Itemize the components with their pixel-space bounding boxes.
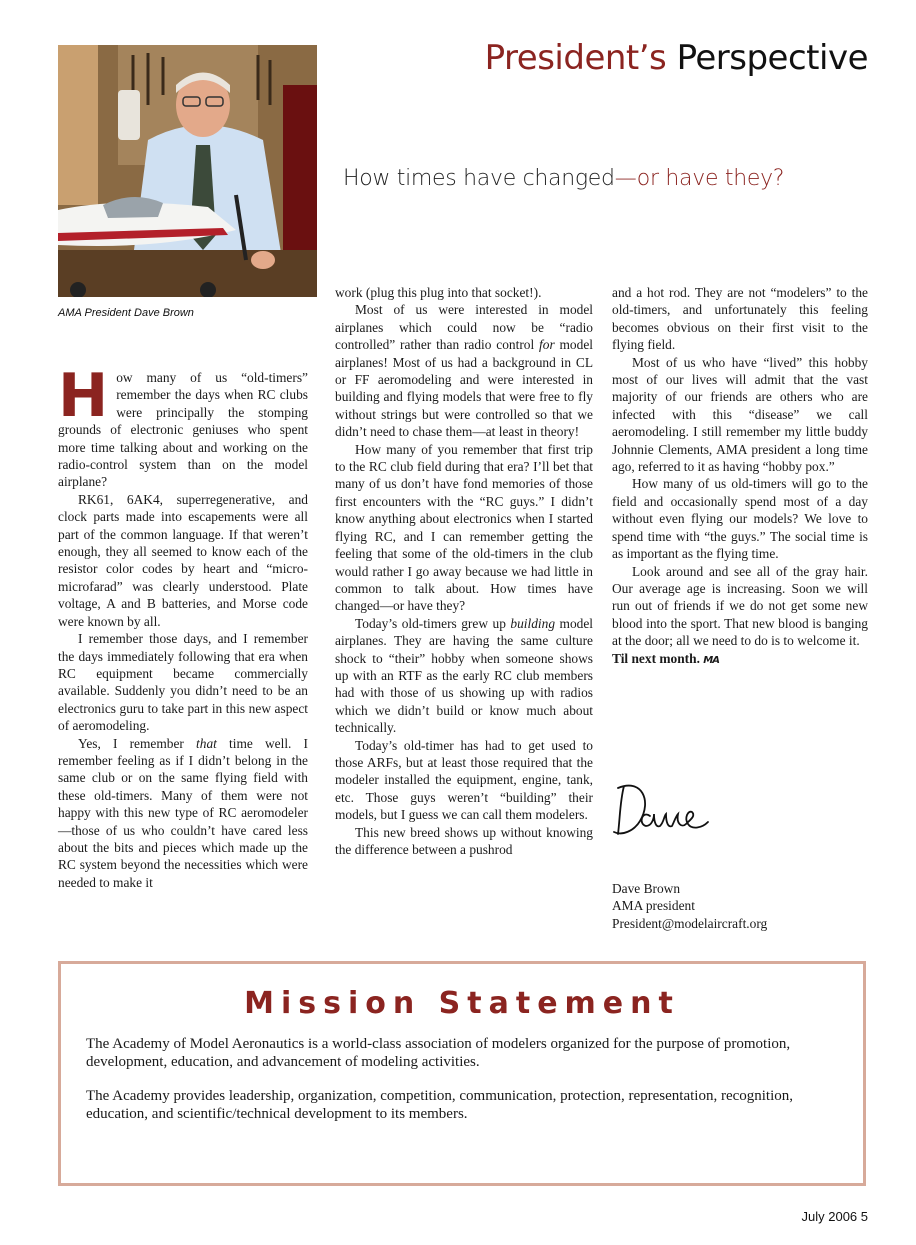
closing-text: Til next month. (612, 650, 700, 666)
signature-block (612, 880, 767, 932)
paragraph-text: Most of us were interested in model airplanes which could now be “radio controlled” rather than radio control (335, 302, 593, 353)
mission-paragraph: The Academy of Model Aeronautics is a world-class association of modelers organized for the purpose of promotion, development, education, and advancement of modeling activities. (86, 1036, 791, 1070)
article-paragraph: and a hot rod. They are not “modelers” to the old-timers, and unfortunately this feeling becomes obvious on their first visit to the flying field. (612, 285, 868, 353)
article-paragraph: How many of us old-timers will go to the field and occasionally spend most of a day without even flying our models? We love to spend time with “the guys.” The social time is as important as the flying time. (612, 476, 868, 562)
closing-line (612, 650, 868, 669)
article-paragraph (58, 735, 308, 892)
ma-logo: MA (703, 654, 719, 666)
subtitle-main: How times have changed (343, 166, 615, 191)
article-subtitle (343, 166, 784, 191)
paragraph-text: Yes, I remember (78, 735, 197, 751)
paragraph-text: time well. I remember feeling as if I didn’t belong in the same club or on the same flying field with these old-timers. Many of them were not happy with this new type of RC aeromodeler—those of us who couldn’t have cared less about the bits and pieces which made up the RC system beyond the necessities which were needed to make it (58, 735, 308, 890)
article-paragraph: I remember those days, and I remember the days immediately following that era when RC equipment became commercially available. Suddenly you didn’t need to be an electronics guru to take part in this new aspect of aeromodeling. (58, 631, 308, 734)
emphasis-text: for (539, 337, 555, 353)
signer-email: President@modelaircraft.org (612, 915, 768, 931)
article-paragraph: work (plug this plug into that socket!). (335, 285, 542, 300)
signer-name: Dave Brown (612, 881, 681, 896)
title-main: Perspective (676, 38, 868, 78)
article-paragraph (335, 301, 593, 440)
article-paragraph: Look around and see all of the gray hair. Our average age is increasing. Soon we will run out of friends if we do not get some new blood into the sport. That new blood is banging at the door; all we need to do is to welcome it. (612, 563, 868, 649)
article-paragraph: How many of you remember that first trip to the RC club field during that era? I’ll bet that many of us don’t have fond memories of those first encounters with the “RC guys.” I didn’t know anything about electronics when I started flying RC, and I can remember getting the feeling that some of the old-timers in the club would rather I go away because we had little in common to talk about. How times have changed—or have they? (335, 441, 593, 614)
subtitle-accent: —or have they? (614, 166, 785, 191)
article-paragraph: RK61, 6AK4, superregenerative, and clock parts made into escapements were all part of the common language. If that weren’t enough, they all seemed to know each of the resistor color codes by heart and “micro-microfarad” was clearly understood. Plate voltage, A and B batteries, and Morse code were known by all. (58, 491, 308, 629)
mission-statement-box (58, 961, 866, 1186)
title-accent: President’s (484, 38, 667, 78)
paragraph-text: ow many of us “old-timers” remember the days when RC clubs were principally the stomping grounds of electronic geniuses who spent more time talking about and working on the radio-control system than on the model airplane? (58, 370, 308, 490)
article-column-1 (58, 361, 308, 891)
emphasis-text: building (510, 615, 556, 631)
president-photo (58, 45, 317, 297)
article-paragraph (58, 361, 308, 491)
emphasis-text: that (196, 735, 217, 751)
page-footer: July 2006 5 (801, 1209, 868, 1224)
paragraph-text: model airplanes. They are having the same culture shock to “their” hobby when someone shows up with an RTF as the early RC club members had with those of us showing up with radios which we didn’t build or know much about technically. (335, 615, 593, 736)
article-column-2 (335, 284, 593, 858)
mission-title: Mission Statement (244, 986, 680, 1021)
paragraph-text: model airplanes! Most of us had a background in CL or FF aeromodeling and were interested in building and flying models that were free to fly without strings but were controlled so that we didn’t need to chase them—at least in theory! (335, 337, 593, 440)
page-title (485, 38, 868, 78)
photo-caption: AMA President Dave Brown (58, 307, 194, 319)
article-paragraph: This new breed shows up without knowing the difference between a pushrod (335, 824, 593, 857)
article-paragraph: Today’s old-timer has had to get used to those ARFs, but at least those required that the modeler installed the equipment, engine, tank, etc. Those guys weren’t “building” their models, but I guess we can call them modelers. (335, 737, 593, 823)
signer-role: AMA president (612, 898, 695, 914)
article-paragraph (335, 615, 593, 737)
mission-paragraph: The Academy provides leadership, organization, competition, communication, protection, representation, recognition, education, and scientific/technical development to its members. (86, 1088, 794, 1122)
handwritten-signature (612, 776, 712, 845)
paragraph-text: Today’s old-timers grew up (355, 615, 511, 631)
article-column-3 (612, 284, 868, 669)
drop-cap: H (58, 361, 109, 431)
article-paragraph: Most of us who have “lived” this hobby most of our lives will admit that the vast majority of our friends are others who are infected with this “disease” we call aeromodeling. I still remember my little buddy Johnnie Clements, AMA president a long time ago, referred to it as having “hobby pox.” (612, 354, 868, 475)
